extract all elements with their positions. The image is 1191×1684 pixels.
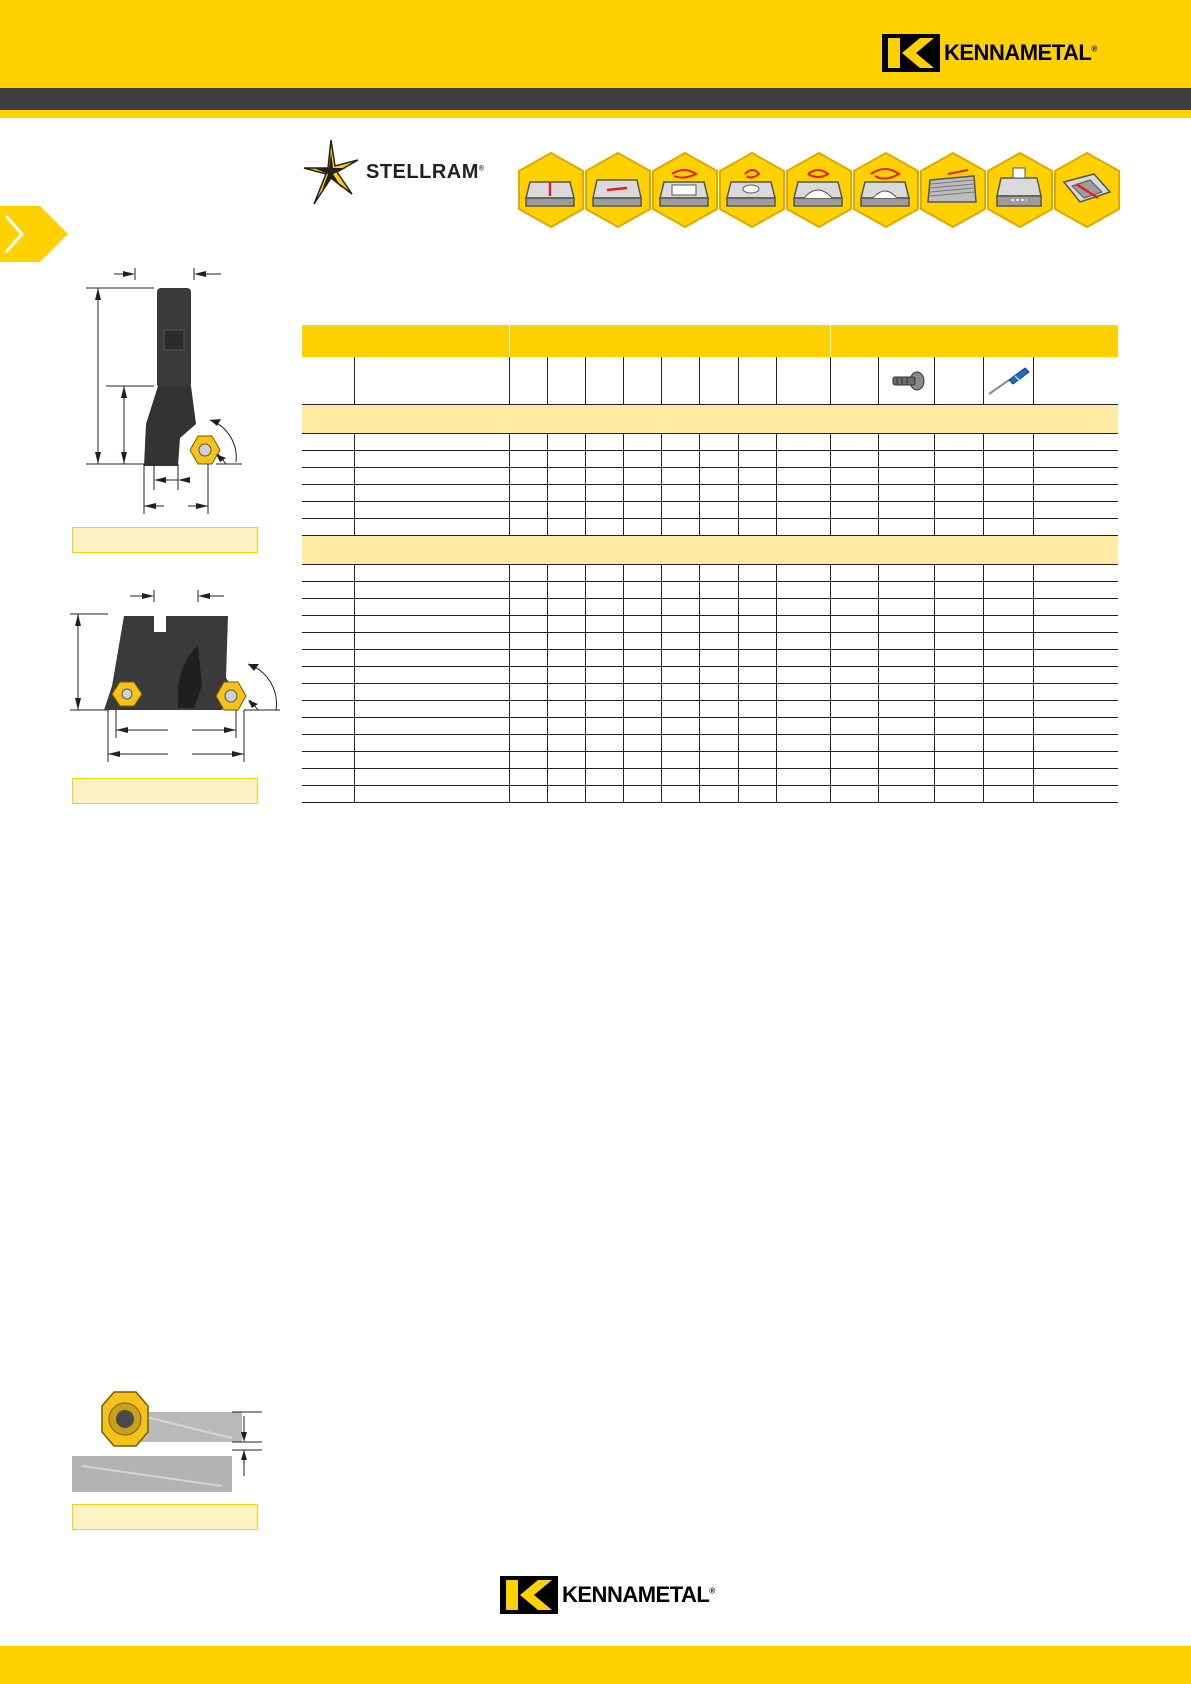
specification-table: [302, 325, 1118, 803]
table-row: [302, 786, 1118, 803]
slotting-icon: [1054, 152, 1120, 228]
kennametal-footer-logo: [500, 1576, 715, 1614]
table-row: [302, 633, 1118, 650]
stellram-star-icon: [302, 138, 360, 206]
table-row: [302, 468, 1118, 485]
stellram-logo: [302, 138, 485, 206]
header-thin-stripe: [0, 110, 1191, 118]
helical-interpolation-icon: [719, 152, 785, 228]
ramping-icon: [853, 152, 919, 228]
header-group-dimensions: [509, 325, 830, 357]
section-header-shell-mills: [302, 536, 1118, 565]
stellram-wordmark: STELLRAM®: [366, 160, 485, 183]
profiling-icon: [920, 152, 986, 228]
pocketing-icon: [652, 152, 718, 228]
header-dark-stripe: [0, 88, 1191, 110]
table-row: [302, 582, 1118, 599]
table-row: [302, 616, 1118, 633]
table-header-row: [302, 325, 1118, 357]
table-row: [302, 434, 1118, 451]
application-icons: [518, 152, 1120, 232]
header-group-spare-parts: [830, 325, 1118, 357]
table-row: [302, 752, 1118, 769]
face-milling-icon: [518, 152, 584, 228]
shoulder-milling-icon: [585, 152, 651, 228]
kennametal-wordmark: KENNAMETAL®: [562, 1582, 715, 1607]
table-row: [302, 667, 1118, 684]
table-row: [302, 718, 1118, 735]
insert-cutting-drawing: [72, 1386, 272, 1492]
table-subheader-row: [302, 357, 1118, 405]
table-row: [302, 485, 1118, 502]
shell-mill-drawing: [68, 586, 288, 766]
kennametal-k-icon: [882, 34, 940, 72]
shell-mill-caption-box: [72, 778, 258, 804]
plunging-icon: [987, 152, 1053, 228]
header-group-ordering: [302, 325, 509, 357]
table-row: [302, 451, 1118, 468]
footer-band: [0, 1646, 1191, 1684]
section-chevron-tab: [0, 206, 68, 262]
table-row: [302, 684, 1118, 701]
table-row: [302, 769, 1118, 786]
end-mill-caption-box: [72, 527, 258, 553]
table-row: [302, 599, 1118, 616]
circular-interpolation-icon: [786, 152, 852, 228]
kennametal-logo: [882, 34, 1097, 72]
kennametal-k-icon: [500, 1576, 558, 1614]
table-row: [302, 701, 1118, 718]
table-row: [302, 519, 1118, 536]
table-row: [302, 502, 1118, 519]
end-mill-drawing: [78, 258, 278, 518]
section-header-end-mills: [302, 405, 1118, 434]
insert-screw-icon: [887, 370, 927, 392]
insert-caption-box: [72, 1504, 258, 1530]
table-row: [302, 650, 1118, 667]
kennametal-wordmark: KENNAMETAL®: [944, 40, 1097, 65]
table-row: [302, 565, 1118, 582]
screwdriver-icon: [985, 364, 1031, 398]
table-row: [302, 735, 1118, 752]
